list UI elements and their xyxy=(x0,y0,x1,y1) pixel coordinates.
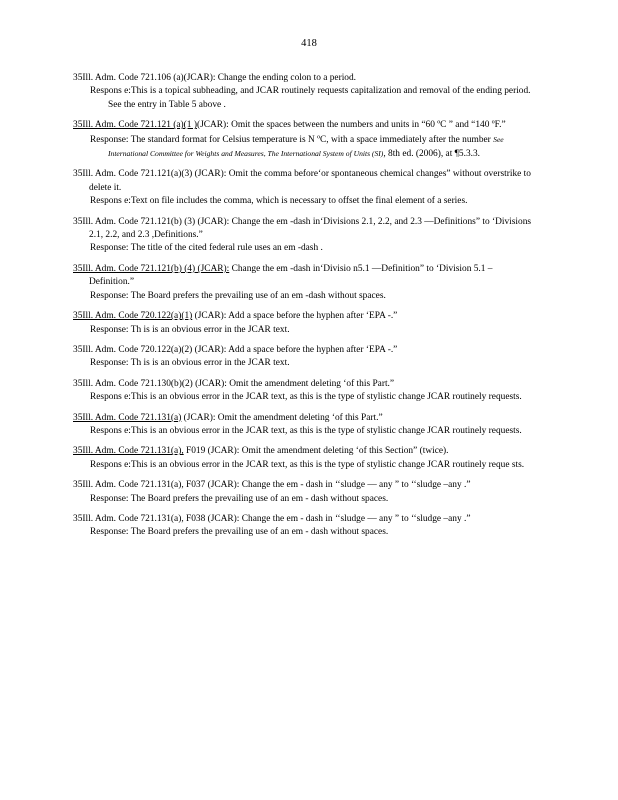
response-citation-italic: See International Committee for Weights and Measures, The International System of Units (SI) xyxy=(108,134,504,159)
entry-text xyxy=(73,412,533,425)
response-text-end: , 8th ed. (2006), at ¶5.3.3. xyxy=(383,149,481,160)
entry-text xyxy=(73,344,533,357)
entry-text xyxy=(73,445,533,458)
citation: 35Ill. Adm. Code 720.122(a)(2) (JCAR): xyxy=(73,344,227,355)
entry-text xyxy=(73,378,533,391)
comment-entry-3 xyxy=(73,168,533,208)
citation: F019 (JCAR): xyxy=(186,446,240,457)
entry-text xyxy=(73,72,533,85)
requested-change: Add a space before the hyphen after ‘EPA -.” xyxy=(228,311,398,322)
citation-underlined: 35Ill. Adm. Code 721.131(a), xyxy=(73,446,184,457)
citation: 35Ill. Adm. Code 721.131(a), F038 (JCAR): xyxy=(73,513,240,524)
requested-change: Omit the amendment deleting ‘of this Section” (twice). xyxy=(241,446,449,457)
entry-text xyxy=(73,168,533,195)
citation: 35Ill. Adm. Code 721.130(b)(2) (JCAR): xyxy=(73,378,227,389)
comment-entry-12 xyxy=(73,513,533,540)
entry-text xyxy=(73,216,533,243)
comment-entries xyxy=(73,72,533,547)
response: Response: The Board prefers the prevailing use of an em - dash without spaces. xyxy=(90,493,389,504)
response: Respons e:This is an obvious error in the JCAR text, as this is the type of stylistic change JCAR routinely requests. xyxy=(90,425,522,436)
response: Respons e:Text on file includes the comma, which is necessary to offset the final element of a series. xyxy=(90,196,468,207)
response: Response: Th is is an obvious error in the JCAR text. xyxy=(90,324,290,335)
requested-change: Change the em -dash in‘Divisio n5.1 —Definition” to ‘Division 5.1 –Definition.” xyxy=(89,263,493,288)
requested-change: Omit the amendment deleting ‘of this Part.” xyxy=(217,412,383,423)
requested-change: Omit the comma before‘or spontaneous chemical changes” without overstrike to delete it. xyxy=(89,169,531,193)
entry-text xyxy=(73,310,533,323)
response xyxy=(73,133,533,162)
citation: 35Ill. Adm. Code 721.131(a), F037 (JCAR): xyxy=(73,480,240,491)
response: Respons e:This is a topical subheading, and JCAR routinely requests capitalization and removal of the ending period. See the entry in Table 5 above . xyxy=(90,86,531,110)
requested-change: Change the ending colon to a period. xyxy=(217,73,357,83)
comment-entry-6 xyxy=(73,310,533,337)
comment-entry-11 xyxy=(73,479,533,506)
requested-change: Change the em -dash in‘Divisions 2.1, 2.2, and 2.3 —Definitions” to ‘Divisions 2.1, 2.2, and 2.3 ,Definitions.” xyxy=(89,216,532,241)
comment-entry-4 xyxy=(73,216,533,256)
requested-change: Change the em - dash in ‘‘sludge — any ” to ‘‘sludge –any .” xyxy=(241,480,471,491)
comment-entry-10 xyxy=(73,445,533,472)
response-text: Response: The standard format for Celsius temperature is N ºC, with a space immediately after the number xyxy=(90,134,491,145)
comment-entry-5 xyxy=(73,263,533,303)
citation: 35Ill. Adm. Code 721.106 (a)(JCAR): xyxy=(73,73,216,83)
citation-underlined: 35Ill. Adm. Code 721.121(b) (4) (JCAR): xyxy=(73,263,230,274)
citation: (JCAR): xyxy=(194,311,227,322)
citation: (JCAR): xyxy=(183,412,216,423)
citation: (JCAR): xyxy=(196,120,229,131)
comment-entry-2 xyxy=(73,119,533,161)
entry-text xyxy=(73,263,533,290)
citation-underlined: 35Ill. Adm. Code 720.122(a)(1) xyxy=(73,311,193,322)
response: Response: The title of the cited federal rule uses an em -dash . xyxy=(90,243,323,254)
response: Response: The Board prefers the prevailing use of an em -dash without spaces. xyxy=(90,290,386,301)
comment-entry-8 xyxy=(73,378,533,405)
requested-change: Change the em - dash in ‘‘sludge — any ” to ‘‘sludge –any .” xyxy=(241,513,471,524)
comment-entry-1 xyxy=(73,72,533,112)
comment-entry-7 xyxy=(73,344,533,371)
entry-text xyxy=(73,479,533,492)
response: Respons e:This is an obvious error in the JCAR text, as this is the type of stylistic change JCAR routinely requests. xyxy=(90,392,522,403)
requested-change: Omit the amendment deleting ‘of this Part.” xyxy=(229,378,395,389)
citation-underlined: 35Ill. Adm. Code 721.121 (a)(1 ) xyxy=(73,120,197,131)
citation: 35Ill. Adm. Code 721.121(b) (3) (JCAR): xyxy=(73,216,230,227)
entry-text xyxy=(73,513,533,526)
response: Respons e:This is an obvious error in the JCAR text, as this is the type of stylistic change JCAR routinely reque sts. xyxy=(90,459,525,470)
response: Response: Th is is an obvious error in the JCAR text. xyxy=(90,358,290,369)
response: Response: The Board prefers the prevailing use of an em - dash without spaces. xyxy=(90,527,389,538)
citation-underlined: 35Ill. Adm. Code 721.131(a) xyxy=(73,412,182,423)
requested-change: Add a space before the hyphen after ‘EPA -.” xyxy=(228,344,398,355)
requested-change: Omit the spaces between the numbers and units in “60 ºC ” and “140 ºF.” xyxy=(231,120,506,131)
entry-text xyxy=(73,119,533,132)
page-number: 418 xyxy=(301,38,317,49)
citation: 35Ill. Adm. Code 721.121(a)(3) (JCAR): xyxy=(73,169,227,180)
comment-entry-9 xyxy=(73,412,533,439)
